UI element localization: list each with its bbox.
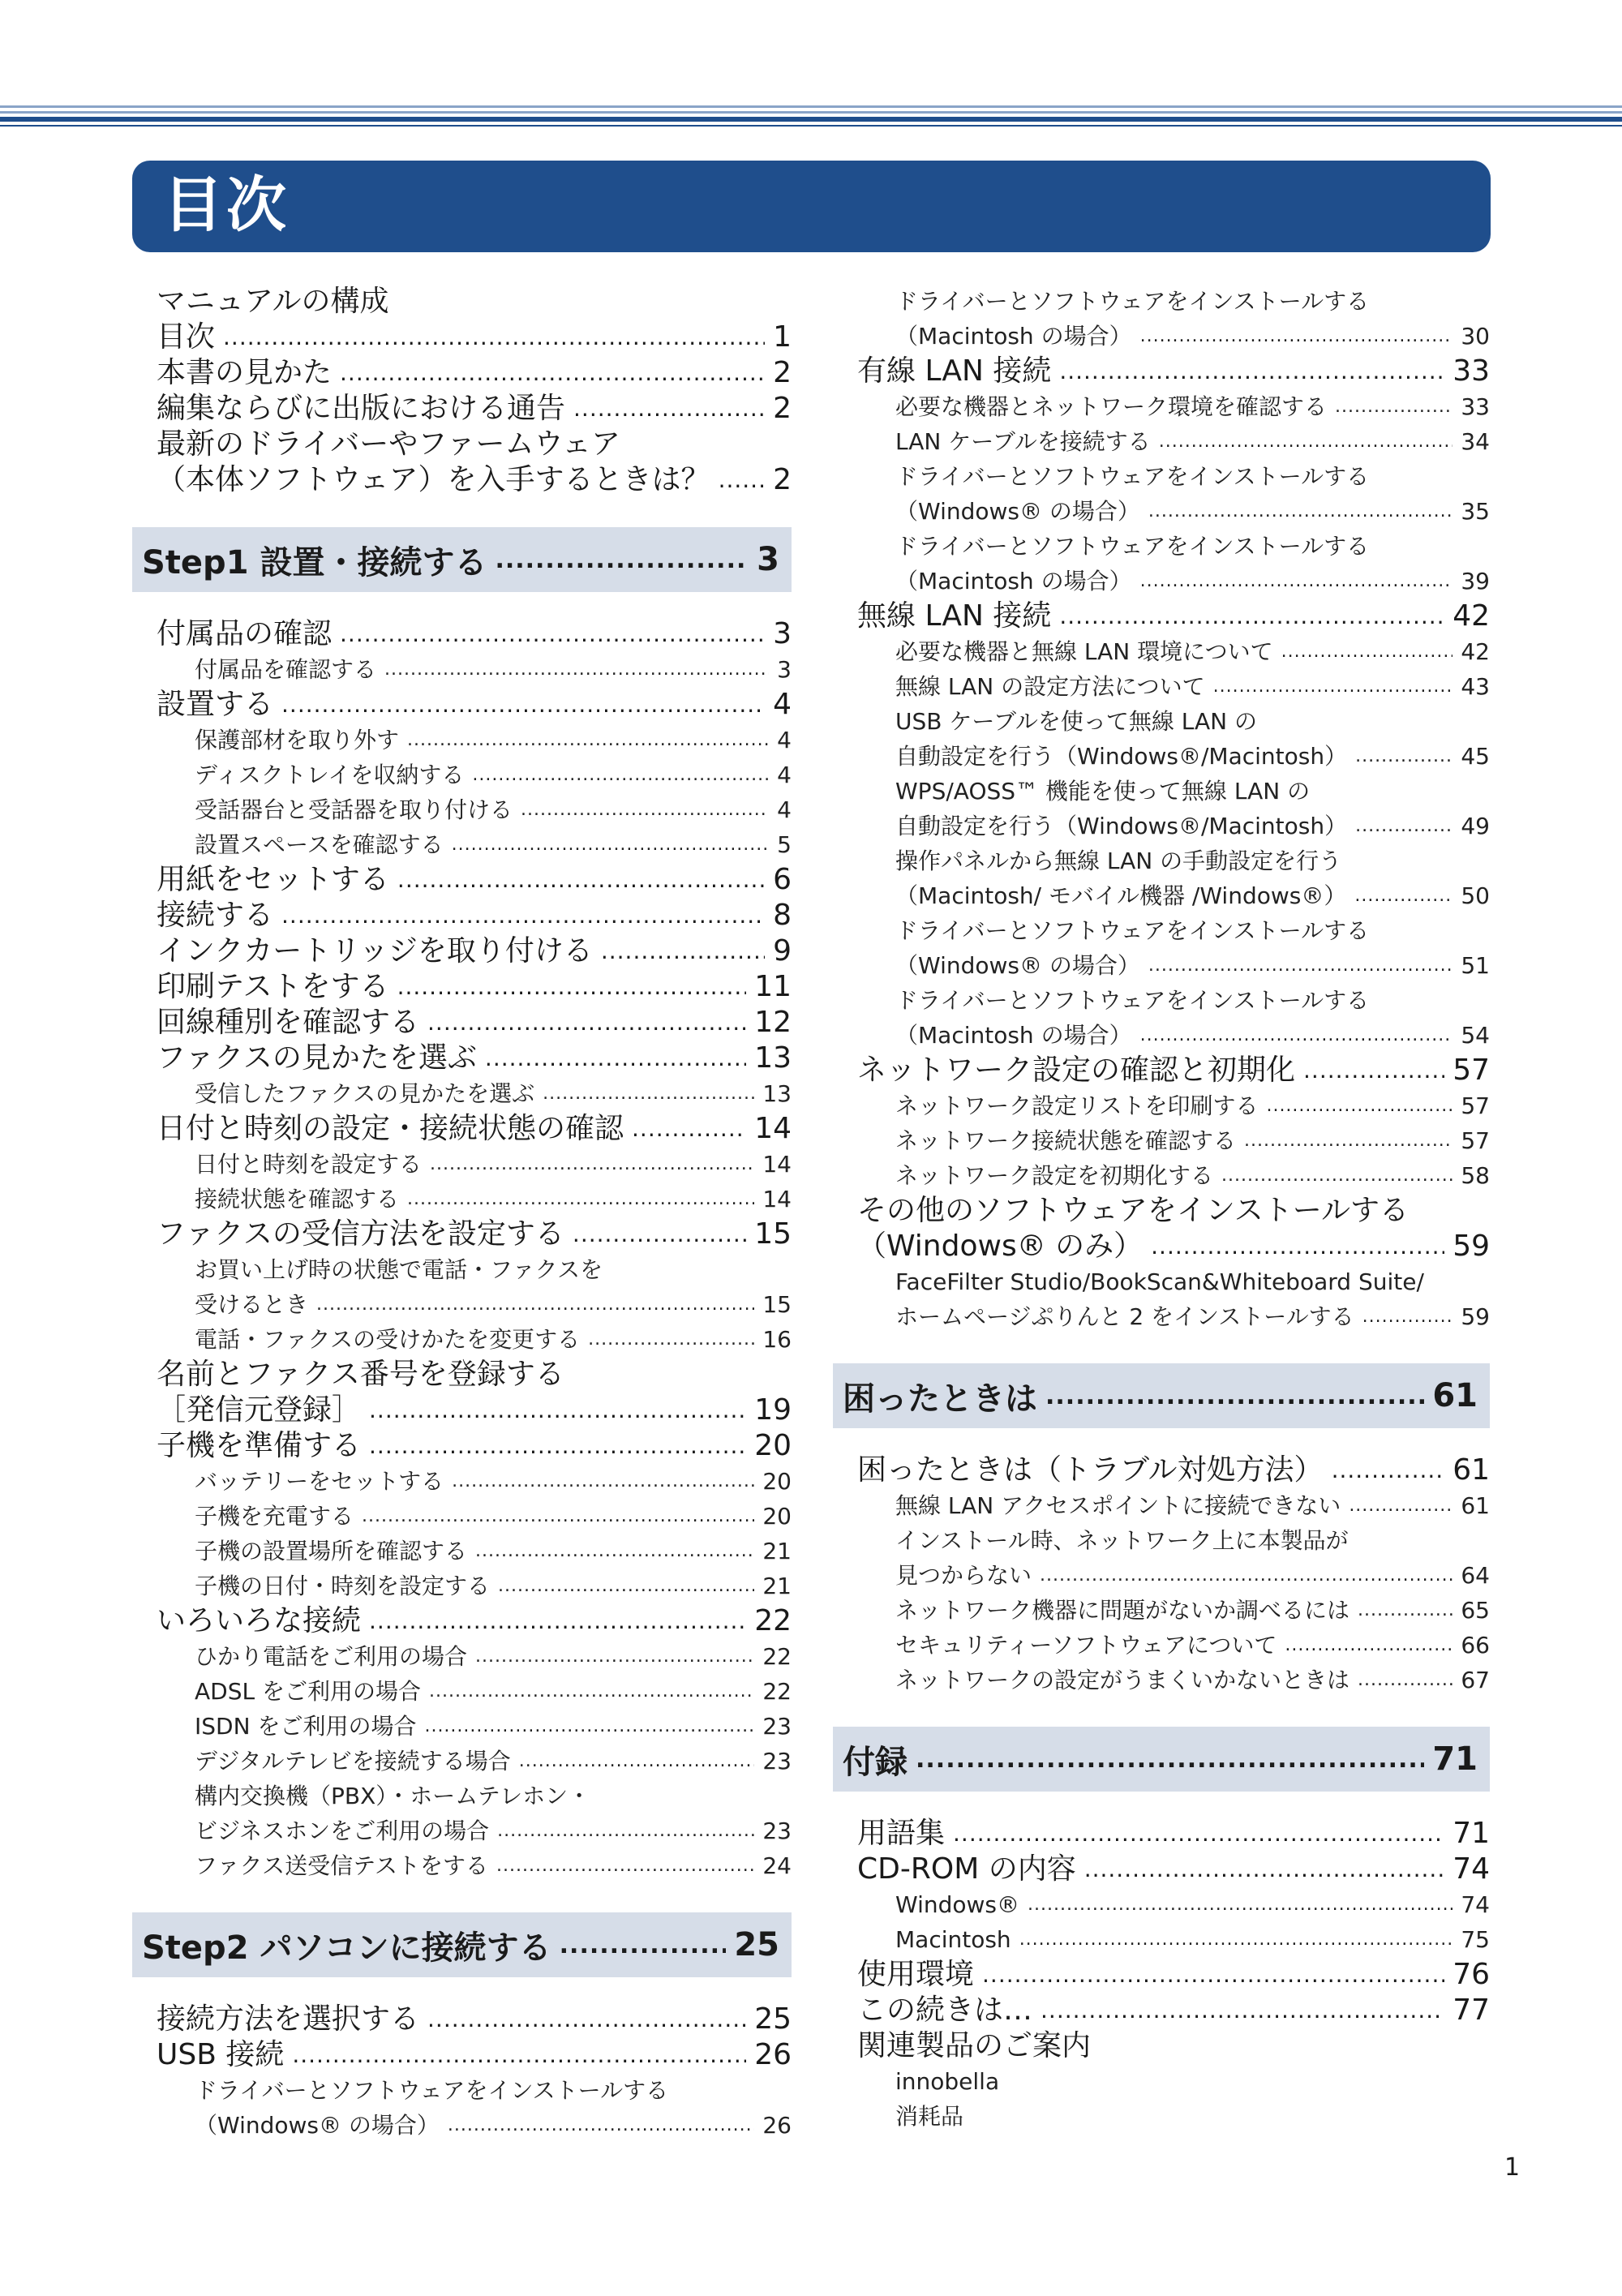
toc-entry[interactable]: 編集ならびに出版における通告 ..... 2 <box>132 391 792 427</box>
toc-subentry[interactable]: ネットワークの設定がうまくいかないときは ..... 67 <box>833 1663 1490 1697</box>
toc-subentry[interactable]: 必要な機器とネットワーク環境を確認する ..... 33 <box>833 389 1490 424</box>
toc-entry[interactable]: （本体ソフトウェア）を入手するときは？ ..... 2 <box>132 462 792 498</box>
toc-subentry[interactable]: 無線 LAN の設定方法について ..... 43 <box>833 669 1490 704</box>
toc-subentry[interactable]: 子機を充電する ..... 20 <box>132 1499 792 1534</box>
toc-entry[interactable]: CD-ROM の内容 ..... 74 <box>833 1852 1490 1887</box>
toc-left-column <box>132 284 792 2143</box>
toc-entry[interactable]: 用紙をセットする ..... 6 <box>132 862 792 898</box>
toc-subentry[interactable]: innobella <box>895 2068 1000 2095</box>
toc-subentry[interactable]: 付属品を確認する ..... 3 <box>132 652 792 687</box>
toc-subentry[interactable]: 日付と時刻を設定する ..... 14 <box>132 1147 792 1182</box>
toc-subentry[interactable]: 接続状態を確認する ..... 14 <box>132 1182 792 1217</box>
toc-subentry[interactable]: お買い上げ時の状態で電話・ファクスを <box>195 1256 603 1283</box>
toc-entry[interactable]: 有線 LAN 接続 ..... 33 <box>833 354 1490 389</box>
toc-entry[interactable]: 付属品の確認 ..... 3 <box>132 616 792 652</box>
toc-subentry[interactable]: インストール時、ネットワーク上に本製品が <box>895 1527 1349 1554</box>
toc-subentry[interactable]: 無線 LAN アクセスポイントに接続できない ..... 61 <box>833 1488 1490 1523</box>
toc-subentry[interactable]: 子機の設置場所を確認する ..... 21 <box>132 1534 792 1569</box>
toc-subentry[interactable]: 受話器台と受話器を取り付ける ..... 4 <box>132 792 792 827</box>
toc-subentry[interactable]: ホームページぷりんと 2 をインストールする ..... 59 <box>833 1299 1490 1334</box>
toc-entry[interactable]: ファクスの見かたを選ぶ ..... 13 <box>132 1041 792 1076</box>
section-trouble[interactable]: 困ったときは ..... 61 <box>833 1363 1490 1428</box>
toc-subentry[interactable]: 受けるとき ..... 15 <box>132 1287 792 1322</box>
toc-entry[interactable]: 日付と時刻の設定・接続状態の確認 ..... 14 <box>132 1111 792 1147</box>
toc-entry[interactable]: 名前とファクス番号を登録する <box>157 1358 564 1391</box>
toc-subentry[interactable]: 消耗品 <box>895 2103 964 2130</box>
toc-subentry[interactable]: バッテリーをセットする ..... 20 <box>132 1464 792 1499</box>
toc-entry[interactable]: 設置する ..... 4 <box>132 687 792 723</box>
toc-subentry[interactable]: （Windows® の場合） ..... 51 <box>833 948 1490 983</box>
toc-subentry[interactable]: 子機の日付・時刻を設定する ..... 21 <box>132 1569 792 1603</box>
toc-subentry[interactable]: 設置スペースを確認する ..... 5 <box>132 827 792 862</box>
toc-subentry[interactable]: ドライバーとソフトウェアをインストールする <box>895 917 1370 944</box>
toc-subentry[interactable]: ドライバーとソフトウェアをインストールする <box>195 2077 669 2104</box>
toc-entry[interactable]: 印刷テストをする ..... 11 <box>132 969 792 1005</box>
toc-entry[interactable]: 接続する ..... 8 <box>132 898 792 933</box>
toc-subentry[interactable]: （Macintosh の場合） ..... 39 <box>833 564 1490 599</box>
toc-subentry[interactable]: Macintosh ..... 75 <box>833 1922 1490 1957</box>
page-number: 1 <box>1504 2153 1521 2182</box>
toc-entry[interactable]: 本書の見かた ..... 2 <box>132 355 792 391</box>
toc-entry[interactable]: （Windows® のみ） ..... 59 <box>833 1229 1490 1264</box>
header-rules <box>0 105 1622 127</box>
toc-subentry[interactable]: 受信したファクスの見かたを選ぶ ..... 13 <box>132 1076 792 1111</box>
toc-subentry[interactable]: ADSL をご利用の場合 ..... 22 <box>132 1674 792 1709</box>
toc-subentry[interactable]: （Macintosh の場合） ..... 30 <box>833 319 1490 354</box>
toc-subentry[interactable]: ネットワーク機器に問題がないか調べるには ..... 65 <box>833 1593 1490 1628</box>
toc-entry[interactable]: この続きは… ..... 77 <box>833 1993 1490 2028</box>
toc-entry[interactable]: マニュアルの構成 <box>157 285 389 318</box>
toc-subentry[interactable]: ドライバーとソフトウェアをインストールする <box>895 463 1370 490</box>
toc-subentry[interactable]: （Windows® の場合） ..... 35 <box>833 494 1490 529</box>
toc-entry[interactable]: 子機を準備する ..... 20 <box>132 1428 792 1464</box>
toc-subentry[interactable]: WPS/AOSS™ 機能を使って無線 LAN の <box>895 778 1311 805</box>
toc-entry[interactable]: USB 接続 ..... 26 <box>132 2037 792 2073</box>
toc-subentry[interactable]: 保護部材を取り外す ..... 4 <box>132 723 792 757</box>
toc-entry[interactable]: 最新のドライバーやファームウェア <box>157 427 621 461</box>
toc-entry[interactable]: 回線種別を確認する ..... 12 <box>132 1005 792 1041</box>
toc-subentry[interactable]: ネットワーク設定リストを印刷する ..... 57 <box>833 1088 1490 1123</box>
toc-subentry[interactable]: ひかり電話をご利用の場合 ..... 22 <box>132 1639 792 1674</box>
toc-subentry[interactable]: 操作パネルから無線 LAN の手動設定を行う <box>895 848 1342 874</box>
toc-subentry[interactable]: 構内交換機（PBX）・ホームテレホン・ <box>195 1783 591 1809</box>
page-title-bar <box>132 161 1491 252</box>
toc-subentry[interactable]: ISDN をご利用の場合 ..... 23 <box>132 1709 792 1744</box>
toc-subentry[interactable]: USB ケーブルを使って無線 LAN の <box>895 708 1258 735</box>
toc-entry[interactable]: 目次 ..... 1 <box>132 320 792 355</box>
toc-subentry[interactable]: ネットワーク接続状態を確認する ..... 57 <box>833 1123 1490 1158</box>
toc-subentry[interactable]: ネットワーク設定を初期化する ..... 58 <box>833 1158 1490 1193</box>
section-appendix[interactable]: 付録 ..... 71 <box>833 1727 1490 1792</box>
toc-entry[interactable]: ネットワーク設定の確認と初期化 ..... 57 <box>833 1053 1490 1088</box>
toc-subentry[interactable]: ディスクトレイを収納する ..... 4 <box>132 757 792 792</box>
toc-subentry[interactable]: 自動設定を行う（Windows®/Macintosh） ..... 49 <box>833 809 1490 843</box>
toc-subentry[interactable]: 自動設定を行う（Windows®/Macintosh） ..... 45 <box>833 739 1490 774</box>
toc-subentry[interactable]: ドライバーとソフトウェアをインストールする <box>895 288 1370 315</box>
toc-entry[interactable]: ［発信元登録］ ..... 19 <box>132 1393 792 1428</box>
toc-entry[interactable]: その他のソフトウェアをインストールする <box>857 1194 1410 1227</box>
toc-entry[interactable]: ファクスの受信方法を設定する ..... 15 <box>132 1217 792 1252</box>
toc-subentry[interactable]: 必要な機器と無線 LAN 環境について ..... 42 <box>833 634 1490 669</box>
toc-subentry[interactable]: LAN ケーブルを接続する ..... 34 <box>833 424 1490 459</box>
toc-subentry[interactable]: ドライバーとソフトウェアをインストールする <box>895 987 1370 1014</box>
section-step1[interactable]: Step1 設置・接続する ..... 3 <box>132 527 792 592</box>
toc-subentry[interactable]: ファクス送受信テストをする ..... 24 <box>132 1848 792 1883</box>
toc-subentry[interactable]: ビジネスホンをご利用の場合 ..... 23 <box>132 1813 792 1848</box>
toc-subentry[interactable]: FaceFilter Studio/BookScan&Whiteboard Suite/ <box>895 1268 1424 1295</box>
toc-entry[interactable]: いろいろな接続 ..... 22 <box>132 1603 792 1639</box>
toc-entry[interactable]: 使用環境 ..... 76 <box>833 1957 1490 1993</box>
toc-entry[interactable]: 関連製品のご案内 <box>857 2029 1092 2062</box>
toc-subentry[interactable]: 見つからない ..... 64 <box>833 1558 1490 1593</box>
toc-entry[interactable]: 無線 LAN 接続 ..... 42 <box>833 599 1490 634</box>
toc-entry[interactable]: 用語集 ..... 71 <box>833 1816 1490 1852</box>
toc-subentry[interactable]: セキュリティーソフトウェアについて ..... 66 <box>833 1628 1490 1663</box>
toc-subentry[interactable]: 電話・ファクスの受けかたを変更する ..... 16 <box>132 1322 792 1357</box>
toc-subentry[interactable]: デジタルテレビを接続する場合 ..... 23 <box>132 1744 792 1779</box>
toc-subentry[interactable]: Windows® ..... 74 <box>833 1887 1490 1922</box>
toc-subentry[interactable]: （Windows® の場合） ..... 26 <box>132 2108 792 2143</box>
toc-subentry[interactable]: （Macintosh/ モバイル機器 /Windows®） ..... 50 <box>833 878 1490 913</box>
page-title: 目次 <box>163 170 290 240</box>
section-step2[interactable]: Step2 パソコンに接続する ..... 25 <box>132 1912 792 1977</box>
toc-entry[interactable]: 接続方法を選択する ..... 25 <box>132 2002 792 2037</box>
toc-entry[interactable]: 困ったときは（トラブル対処方法） ..... 61 <box>833 1453 1490 1488</box>
toc-right-column <box>833 284 1490 2134</box>
toc-entry[interactable]: インクカートリッジを取り付ける ..... 9 <box>132 933 792 969</box>
toc-subentry[interactable]: （Macintosh の場合） ..... 54 <box>833 1018 1490 1053</box>
toc-subentry[interactable]: ドライバーとソフトウェアをインストールする <box>895 533 1370 560</box>
